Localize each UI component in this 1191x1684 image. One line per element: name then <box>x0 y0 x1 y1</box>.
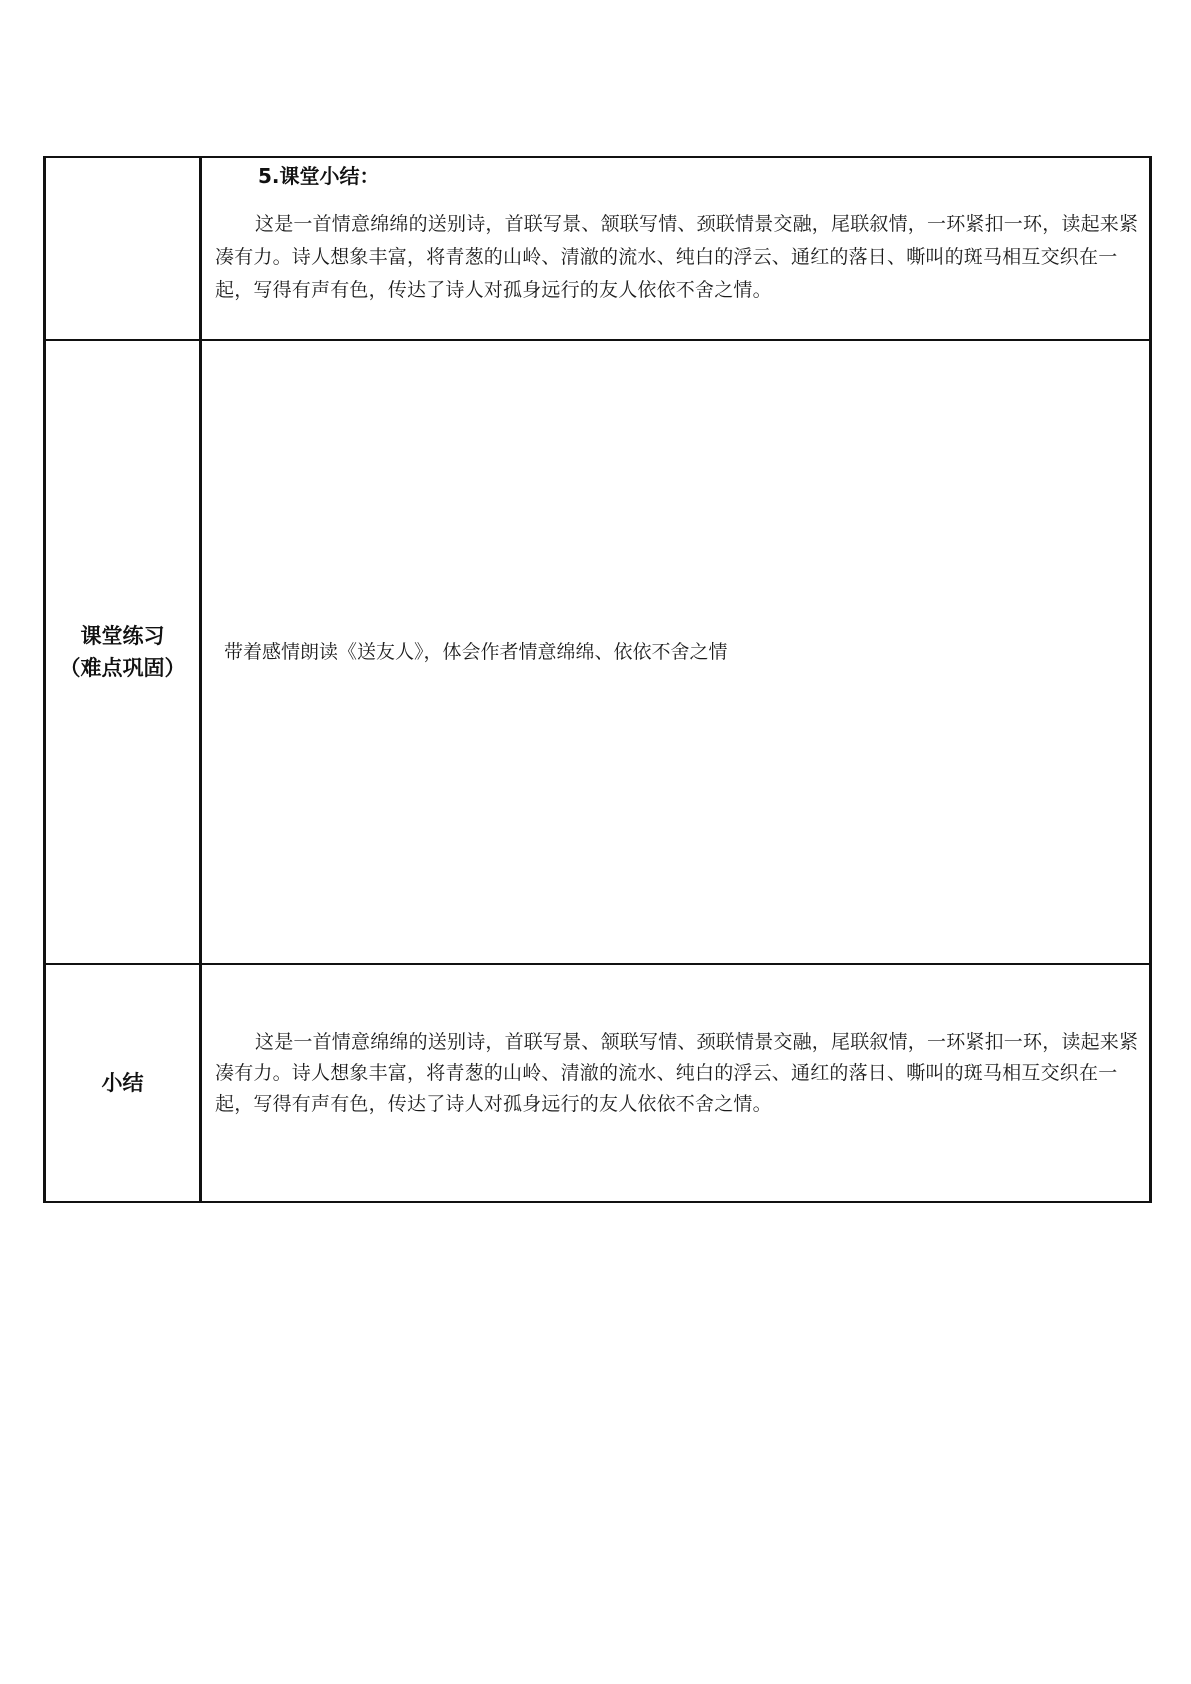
row-content <box>201 340 1151 964</box>
practice-text: 带着感情朗读《送友人》，体会作者情意绵绵、依依不舍之情 <box>224 641 728 663</box>
row-label-cell <box>45 964 201 1202</box>
summary-paragraph: 这是一首情意绵绵的送别诗，首联写景、颔联写情、颈联情景交融，尾联叙情，一环紧扣一环，读起来紧凑有力。诗人想象丰富，将青葱的山岭、清澈的流水、纯白的浮云、通红的落日、嘶叫的斑马相互交织在一起，写得有声有色，传达了诗人对孤身远行的友人依依不舍之情。 <box>215 1030 1139 1115</box>
row-label-line2: （难点巩固） <box>59 656 186 680</box>
table-row-class-summary <box>45 157 1151 340</box>
row-content <box>201 157 1151 340</box>
row-content <box>201 964 1151 1202</box>
row-label-line1: 课堂练习 <box>80 624 165 648</box>
section-heading: 5.课堂小结： <box>258 164 380 188</box>
lesson-plan-table <box>43 156 1152 1203</box>
row-label-empty <box>45 157 201 340</box>
table-row-practice <box>45 340 1151 964</box>
table-row-final-summary <box>45 964 1151 1202</box>
row-label: 小结 <box>101 1071 144 1095</box>
summary-paragraph: 这是一首情意绵绵的送别诗，首联写景、颔联写情、颈联情景交融，尾联叙情，一环紧扣一环，读起来紧凑有力。诗人想象丰富，将青葱的山岭、清澈的流水、纯白的浮云、通红的落日、嘶叫的斑马相互交织在一起，写得有声有色，传达了诗人对孤身远行的友人依依不舍之情。 <box>215 213 1139 301</box>
row-label-cell <box>45 340 201 964</box>
